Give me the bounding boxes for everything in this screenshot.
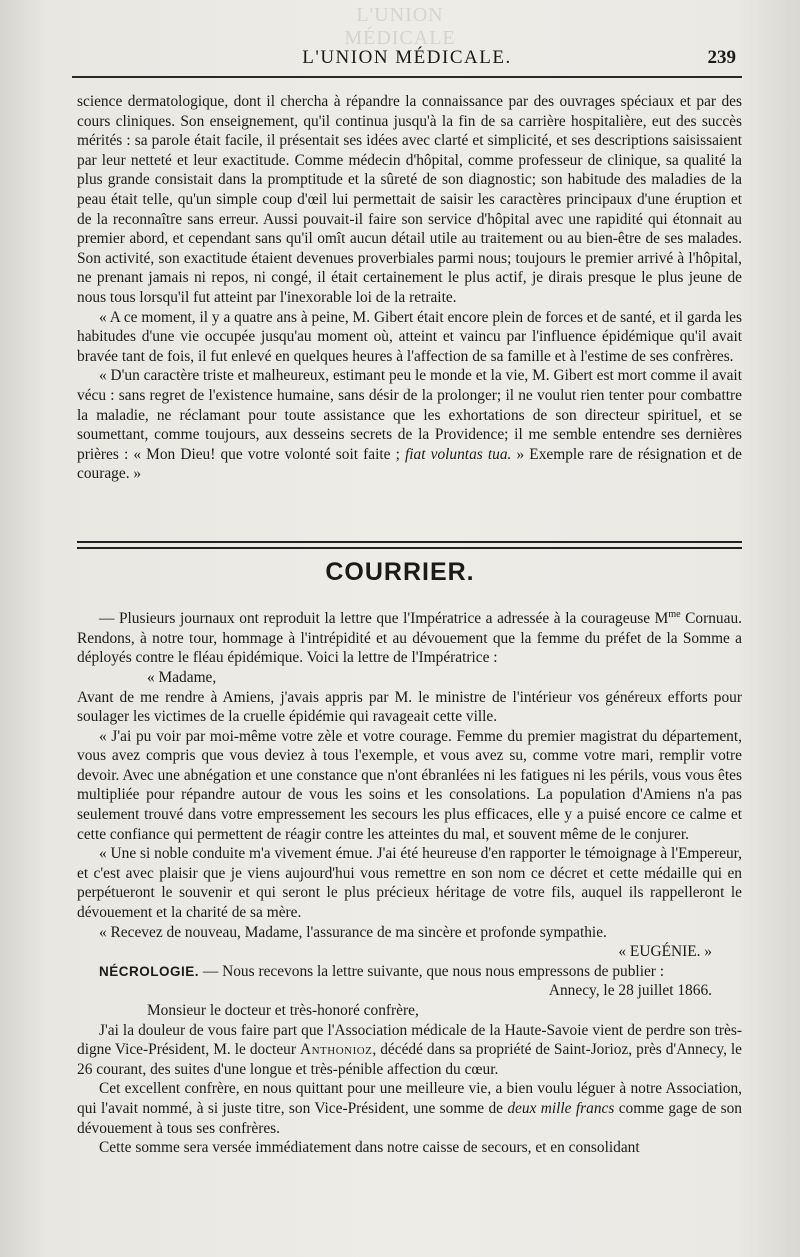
n2-text-b: comme gage de son dévouement à tous ses confrères. bbox=[77, 1099, 743, 1137]
letter-paragraph-1: Avant de me rendre à Amiens, j'avais appris par M. le ministre de l'intérieur vos généreux efforts pour soulager les victimes de la cruelle épidémie qui ravageait cette ville. bbox=[77, 688, 742, 726]
letter-greeting: « Madame, bbox=[147, 668, 217, 686]
n1-text-a: J'ai la douleur de vous faire part que l'Association médicale de la Haute-Savoie vient de perdre son très-digne Vice-Président, M. le docteur bbox=[77, 1021, 742, 1059]
letter-paragraph-4: « Recevez de nouveau, Madame, l'assurance de ma sincère et profonde sympathie. bbox=[99, 923, 607, 941]
intro-text-a: — Plusieurs journaux ont reproduit la lettre que l'Impératrice a adressée à la courageuse M bbox=[99, 610, 669, 628]
latin-quote: fiat voluntas tua. bbox=[404, 445, 512, 463]
courrier-section bbox=[77, 605, 742, 1158]
header-rule bbox=[72, 76, 742, 78]
paragraph-intro bbox=[77, 605, 742, 668]
page-number: 239 bbox=[707, 47, 736, 68]
necrology-intro bbox=[77, 962, 742, 982]
doctor-name: Anthonioz bbox=[299, 1041, 373, 1059]
n1-text-b: , décédé dans sa propriété de Saint-Jorioz, près d'Annecy, le 26 courant, des suites d'une longue et très-pénible affection du cœur. bbox=[77, 1041, 743, 1078]
letter-paragraph-3: « Une si noble conduite m'a vivement émue. J'ai été heureuse d'en rapporter le témoignage à l'Empereur, et c'est avec plaisir que je viens aujourd'hui vous remettre en son nom ce décret et cette médaille qui en perpétueront le souvenir et qui seront le plus précieux héritage de votre fils, auquel ils rappelleront le dévouement et la charité de sa mère. bbox=[77, 845, 742, 922]
section-heading-courrier: COURRIER. bbox=[325, 558, 475, 586]
section-separator bbox=[77, 541, 742, 549]
journal-title: L'UNION MÉDICALE. bbox=[302, 47, 512, 68]
necrology-text: — Nous recevons la lettre suivante, que nous nous empressons de publier : bbox=[199, 962, 665, 980]
necrology-paragraph-1 bbox=[77, 1021, 742, 1080]
paragraph-career: science dermatologique, dont il chercha à répandre la connaissance par des ouvrages spéciaux et par des cours cliniques. Son enseignement, qu'il continua jusqu'à la fin de sa carrière hospitalière, eut des succès mérités : sa parole était facile, il présentait ses idées avec clarté et simplicité, et ses descriptions saisissaient par leur netteté et leur exactitude. Comme médecin d'hôpital, comme professeur de clinique, sa qualité la plus grande consistait dans la promptitude et la sûreté de son diagnostic; son habitude des maladies de la peau était telle, qu'un simple coup d'œil lui permettait de saisir les caractères principaux d'une éruption et de la reconnaître sans erreur. Aussi pouvait-il faire son service d'hôpital avec une rapidité qui étonnait au premier abord, et cependant sans qu'il omît aucun détail utile au traitement ou au bien-être de ses malades. Son activité, son exactitude étaient devenues proverbiales parmi nous; toujours le premier arrivé à l'hôpital, ne prenant jamais ni repos, ni congé, il était certainement le plus actif, je dirais presque le plus jeune de nous tous lorsqu'il fut atteint par l'inexorable loi de la retraite. bbox=[77, 93, 742, 306]
paragraph-death bbox=[77, 366, 742, 484]
bequest-amount: deux mille francs bbox=[507, 1099, 615, 1117]
death-text-b: » Exemple rare de résignation et de courage. » bbox=[77, 445, 742, 483]
letter-salutation: Monsieur le docteur et très-honoré confrère, bbox=[147, 1002, 419, 1019]
letter-signature: « EUGÉNIE. » bbox=[618, 943, 712, 961]
running-header bbox=[72, 45, 742, 73]
intro-text-b: Cornuau. Rendons, à notre tour, hommage à l'intrépidité et au dévouement que la femme du préfet de la Somme a déployés contre le fléau épidémique. Voici la lettre de l'Impératrice : bbox=[77, 610, 743, 667]
necrology-label: NÉCROLOGIE. bbox=[99, 963, 200, 979]
letter-date: Annecy, le 28 juillet 1866. bbox=[548, 982, 712, 1000]
death-text-a: « D'un caractère triste et malheureux, estimant peu le monde et la vie, M. Gibert est mort comme il avait vécu : sans regret de l'existence humaine, sans désir de la prolonger; il ne voulut rien tenter pour combattre la maladie, ne réclamant pour toute assistance que les exhortations de son directeur spirituel, et se soumettant, comme toujours, aux desseins secrets de la Providence; il me semble entendre ses dernières prières : « Mon Dieu! que votre volonté soit faite ; bbox=[77, 367, 742, 463]
letter-paragraph-2: « J'ai pu voir par moi-même votre zèle et votre courage. Femme du premier magistrat du département, vous avez compris que vous deviez à tous l'exemple, et vous avez su, comme votre mari, remplir votre devoir. Avec une abnégation et une constance que n'ont ébranlées ni les fatigues ni les périls, vous vous êtes multipliée pour répandre autour de vous les soins et les consolations. La population d'Amiens n'a pas seulement trouvé dans votre empressement les secours les plus efficaces, elle y a puisé encore ce calme et cette confiance qui permettent de réagir contre les atteintes du mal, et souvent même de le conjurer. bbox=[77, 727, 742, 843]
bleed-through-heading: L'UNION MÉDICALE bbox=[344, 4, 456, 49]
n2-text-a: Cet excellent confrère, en nous quittant pour une meilleure vie, a bien voulu léguer à notre Association, qui l'avait nommé, à si juste titre, son Vice-Président, une somme de bbox=[77, 1080, 742, 1117]
necrology-paragraph-2 bbox=[77, 1079, 742, 1138]
intro-superscript: me bbox=[668, 609, 681, 620]
obituary-continuation bbox=[77, 92, 742, 484]
paragraph-last-years: « A ce moment, il y a quatre ans à peine, M. Gibert était encore plein de forces et de santé, et il garda les habitudes d'une vie occupée jusqu'au moment où, atteint et vaincu par l'influence épidémique qu'il avait bravée tant de fois, il fut enlevé en quelques heures à l'affection de sa famille et à l'estime de ses confrères. bbox=[77, 308, 742, 365]
necrology-paragraph-3: Cette somme sera versée immédiatement dans notre caisse de secours, et en consolidant bbox=[99, 1139, 640, 1157]
